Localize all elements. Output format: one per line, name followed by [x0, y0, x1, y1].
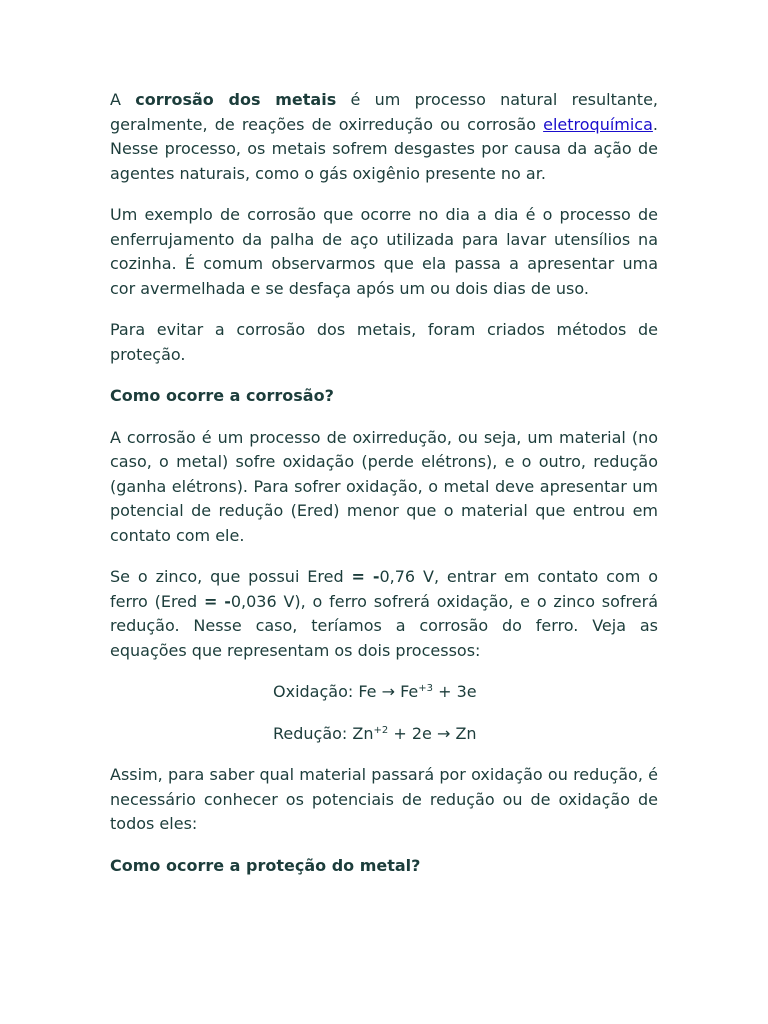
oxidation-rest: + 3e	[433, 682, 477, 701]
oxidation-charge: +3	[418, 683, 434, 694]
minus-sign: -	[224, 591, 231, 611]
intro-paragraph-1	[110, 88, 658, 186]
corrosion-paragraph-3: Assim, para saber qual material passará por oxidação ou redução, é necessário conhecer os potenciais de redução ou de oxidação de todos eles:	[110, 765, 658, 833]
corrosion-paragraph-1: A corrosão é um processo de oxirredução, ou seja, um material (no caso, o metal) sofre oxidação (perde elétrons), e o outro, redução (ganha elétrons). Para sofrer oxidação, o metal deve apresentar um potencial de redução (Ered) menor que o material que entrou em contato com ele.	[110, 427, 658, 545]
reduction-label: Redução: Zn	[273, 723, 374, 743]
oxidation-label: Oxidação: Fe → Fe	[273, 682, 419, 701]
reduction-charge: +2	[373, 724, 389, 736]
zinc-text-a: Se o zinco, que possui Ered	[110, 567, 352, 586]
reduction-rest: + 2e → Zn	[388, 723, 477, 743]
equals-sign: =	[203, 591, 218, 611]
minus-sign: -	[372, 567, 380, 586]
intro-suffix: . Nesse processo, os metais sofrem desgastes por causa da ação de agentes naturais, como o gás oxigênio presente no ar.	[110, 114, 658, 183]
intro-paragraph-3: Para evitar a corrosão dos metais, foram criados métodos de proteção.	[110, 320, 658, 364]
oxidation-equation	[110, 680, 658, 705]
intro-middle: é um processo natural resultante, geralmente, de reações de oxirredução ou corrosão	[110, 90, 659, 134]
reduction-equation	[110, 722, 658, 747]
zinc-text-e: 0,036 V), o ferro sofrerá oxidação, e o zinco sofrerá redução. Nesse caso, teríamos a corrosão do ferro. Veja as equações que representam os dois processos:	[110, 591, 659, 660]
zinc-text-c: 0,76 V, entrar em contato com o ferro (Ered	[110, 567, 658, 611]
intro-prefix: A	[110, 90, 136, 109]
space	[365, 567, 373, 586]
section-heading-protection: Como ocorre a proteção do metal?	[110, 855, 421, 875]
corrosion-paragraph-2	[110, 565, 658, 663]
equals-sign: =	[351, 567, 365, 586]
eletroquimica-link[interactable]: eletroquímica	[543, 114, 653, 134]
section-heading-corrosion: Como ocorre a corrosão?	[110, 386, 334, 405]
intro-paragraph-2: Um exemplo de corrosão que ocorre no dia a dia é o processo de enferrujamento da palha de aço utilizada para lavar utensílios na cozinha. É comum observarmos que ela passa a apresentar uma cor avermelhada e se desfaça após um ou dois dias de uso.	[110, 205, 658, 298]
intro-bold-term: corrosão dos metais	[135, 90, 337, 109]
